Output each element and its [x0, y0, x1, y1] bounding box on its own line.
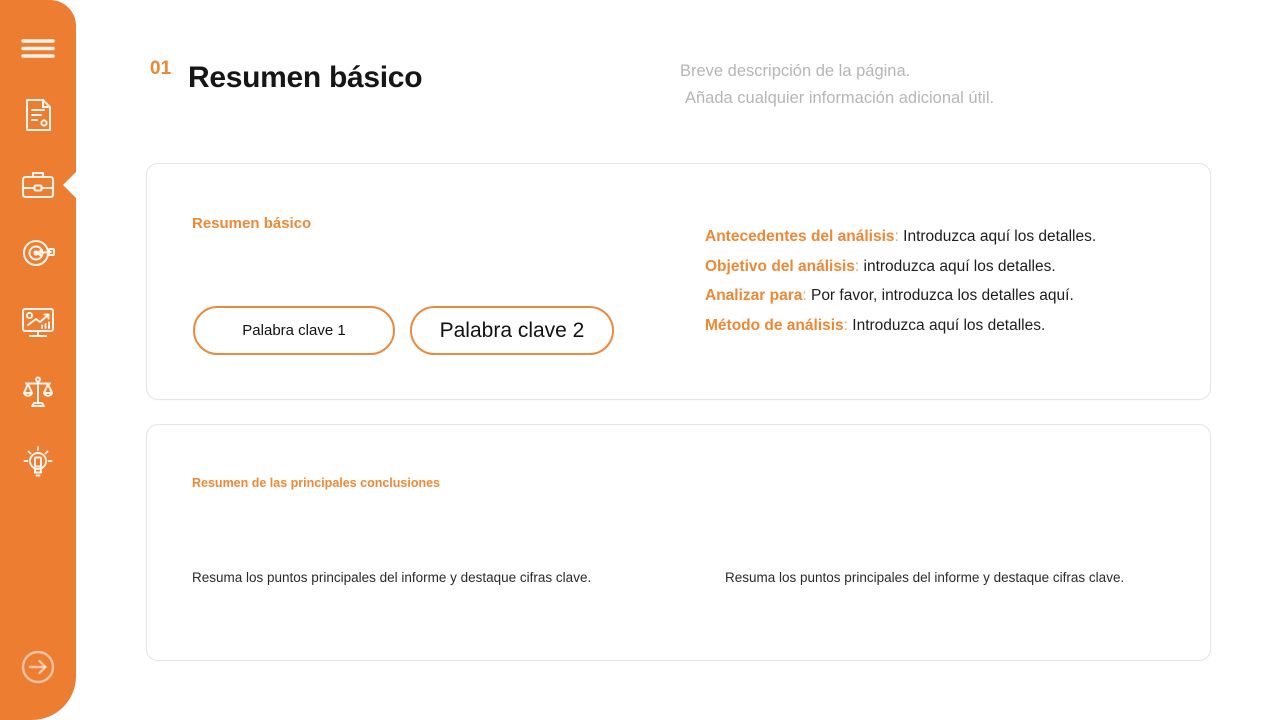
detail-row-analyze-for	[705, 281, 1096, 311]
next-page-button[interactable]	[20, 649, 56, 685]
detail-colon: :	[894, 228, 899, 245]
page-description-line1: Breve descripción de la página.	[680, 62, 911, 80]
overview-card-label: Resumen básico	[192, 215, 312, 232]
active-item-indicator	[63, 171, 77, 199]
detail-text: introduzca aquí los detalles.	[859, 257, 1056, 275]
detail-colon: :	[843, 316, 848, 334]
sidebar-item-balance[interactable]	[20, 375, 56, 411]
keyword-pill-2[interactable]	[410, 306, 614, 355]
lightbulb-icon	[20, 444, 56, 480]
detail-label: Objetivo del análisis	[705, 257, 855, 275]
detail-colon: :	[802, 287, 807, 304]
sidebar-item-briefcase-active[interactable]	[20, 167, 56, 203]
keyword-pill-2-label: Palabra clave 2	[439, 318, 585, 342]
detail-text: Por favor, introduzca los detalles aquí.	[806, 287, 1074, 304]
briefcase-icon	[20, 167, 56, 203]
sidebar	[0, 0, 76, 720]
sidebar-item-analytics[interactable]	[20, 305, 56, 341]
sidebar-item-idea[interactable]	[20, 444, 56, 480]
overview-card	[146, 163, 1211, 400]
detail-row-objective	[705, 252, 1096, 282]
conclusions-card-label: Resumen de las principales conclusiones	[192, 476, 441, 490]
sidebar-item-target[interactable]	[20, 235, 56, 271]
detail-label: Antecedentes del análisis	[705, 228, 895, 245]
menu-button[interactable]	[20, 30, 56, 66]
detail-colon: :	[854, 257, 860, 275]
detail-row-method	[705, 311, 1096, 341]
detail-text: Introduzca aquí los detalles.	[847, 316, 1046, 334]
detail-label: Método de análisis	[705, 316, 844, 334]
page-number: 01	[150, 58, 172, 79]
sidebar-item-document[interactable]	[20, 97, 56, 133]
scales-icon	[20, 375, 56, 411]
document-icon	[20, 97, 56, 133]
detail-label: Analizar para	[705, 287, 803, 304]
conclusions-card	[146, 424, 1211, 661]
page-title: Resumen básico	[188, 61, 423, 94]
analysis-details-list	[705, 222, 1096, 340]
detail-row-background	[705, 222, 1096, 252]
detail-text: Introduzca aquí los detalles.	[898, 228, 1097, 245]
keyword-pill-1[interactable]	[193, 306, 395, 355]
monitor-chart-icon	[20, 305, 56, 341]
page-description-line2: Añada cualquier información adicional útil.	[685, 89, 995, 107]
conclusion-text-right: Resuma los puntos principales del informe y destaque cifras clave.	[725, 570, 1125, 585]
keyword-pill-1-label: Palabra clave 1	[242, 322, 346, 339]
target-icon	[20, 235, 56, 271]
menu-icon	[20, 30, 56, 66]
arrow-right-circle-icon	[20, 649, 56, 685]
conclusion-text-left: Resuma los puntos principales del informe y destaque cifras clave.	[192, 570, 592, 585]
page-description	[680, 58, 994, 112]
